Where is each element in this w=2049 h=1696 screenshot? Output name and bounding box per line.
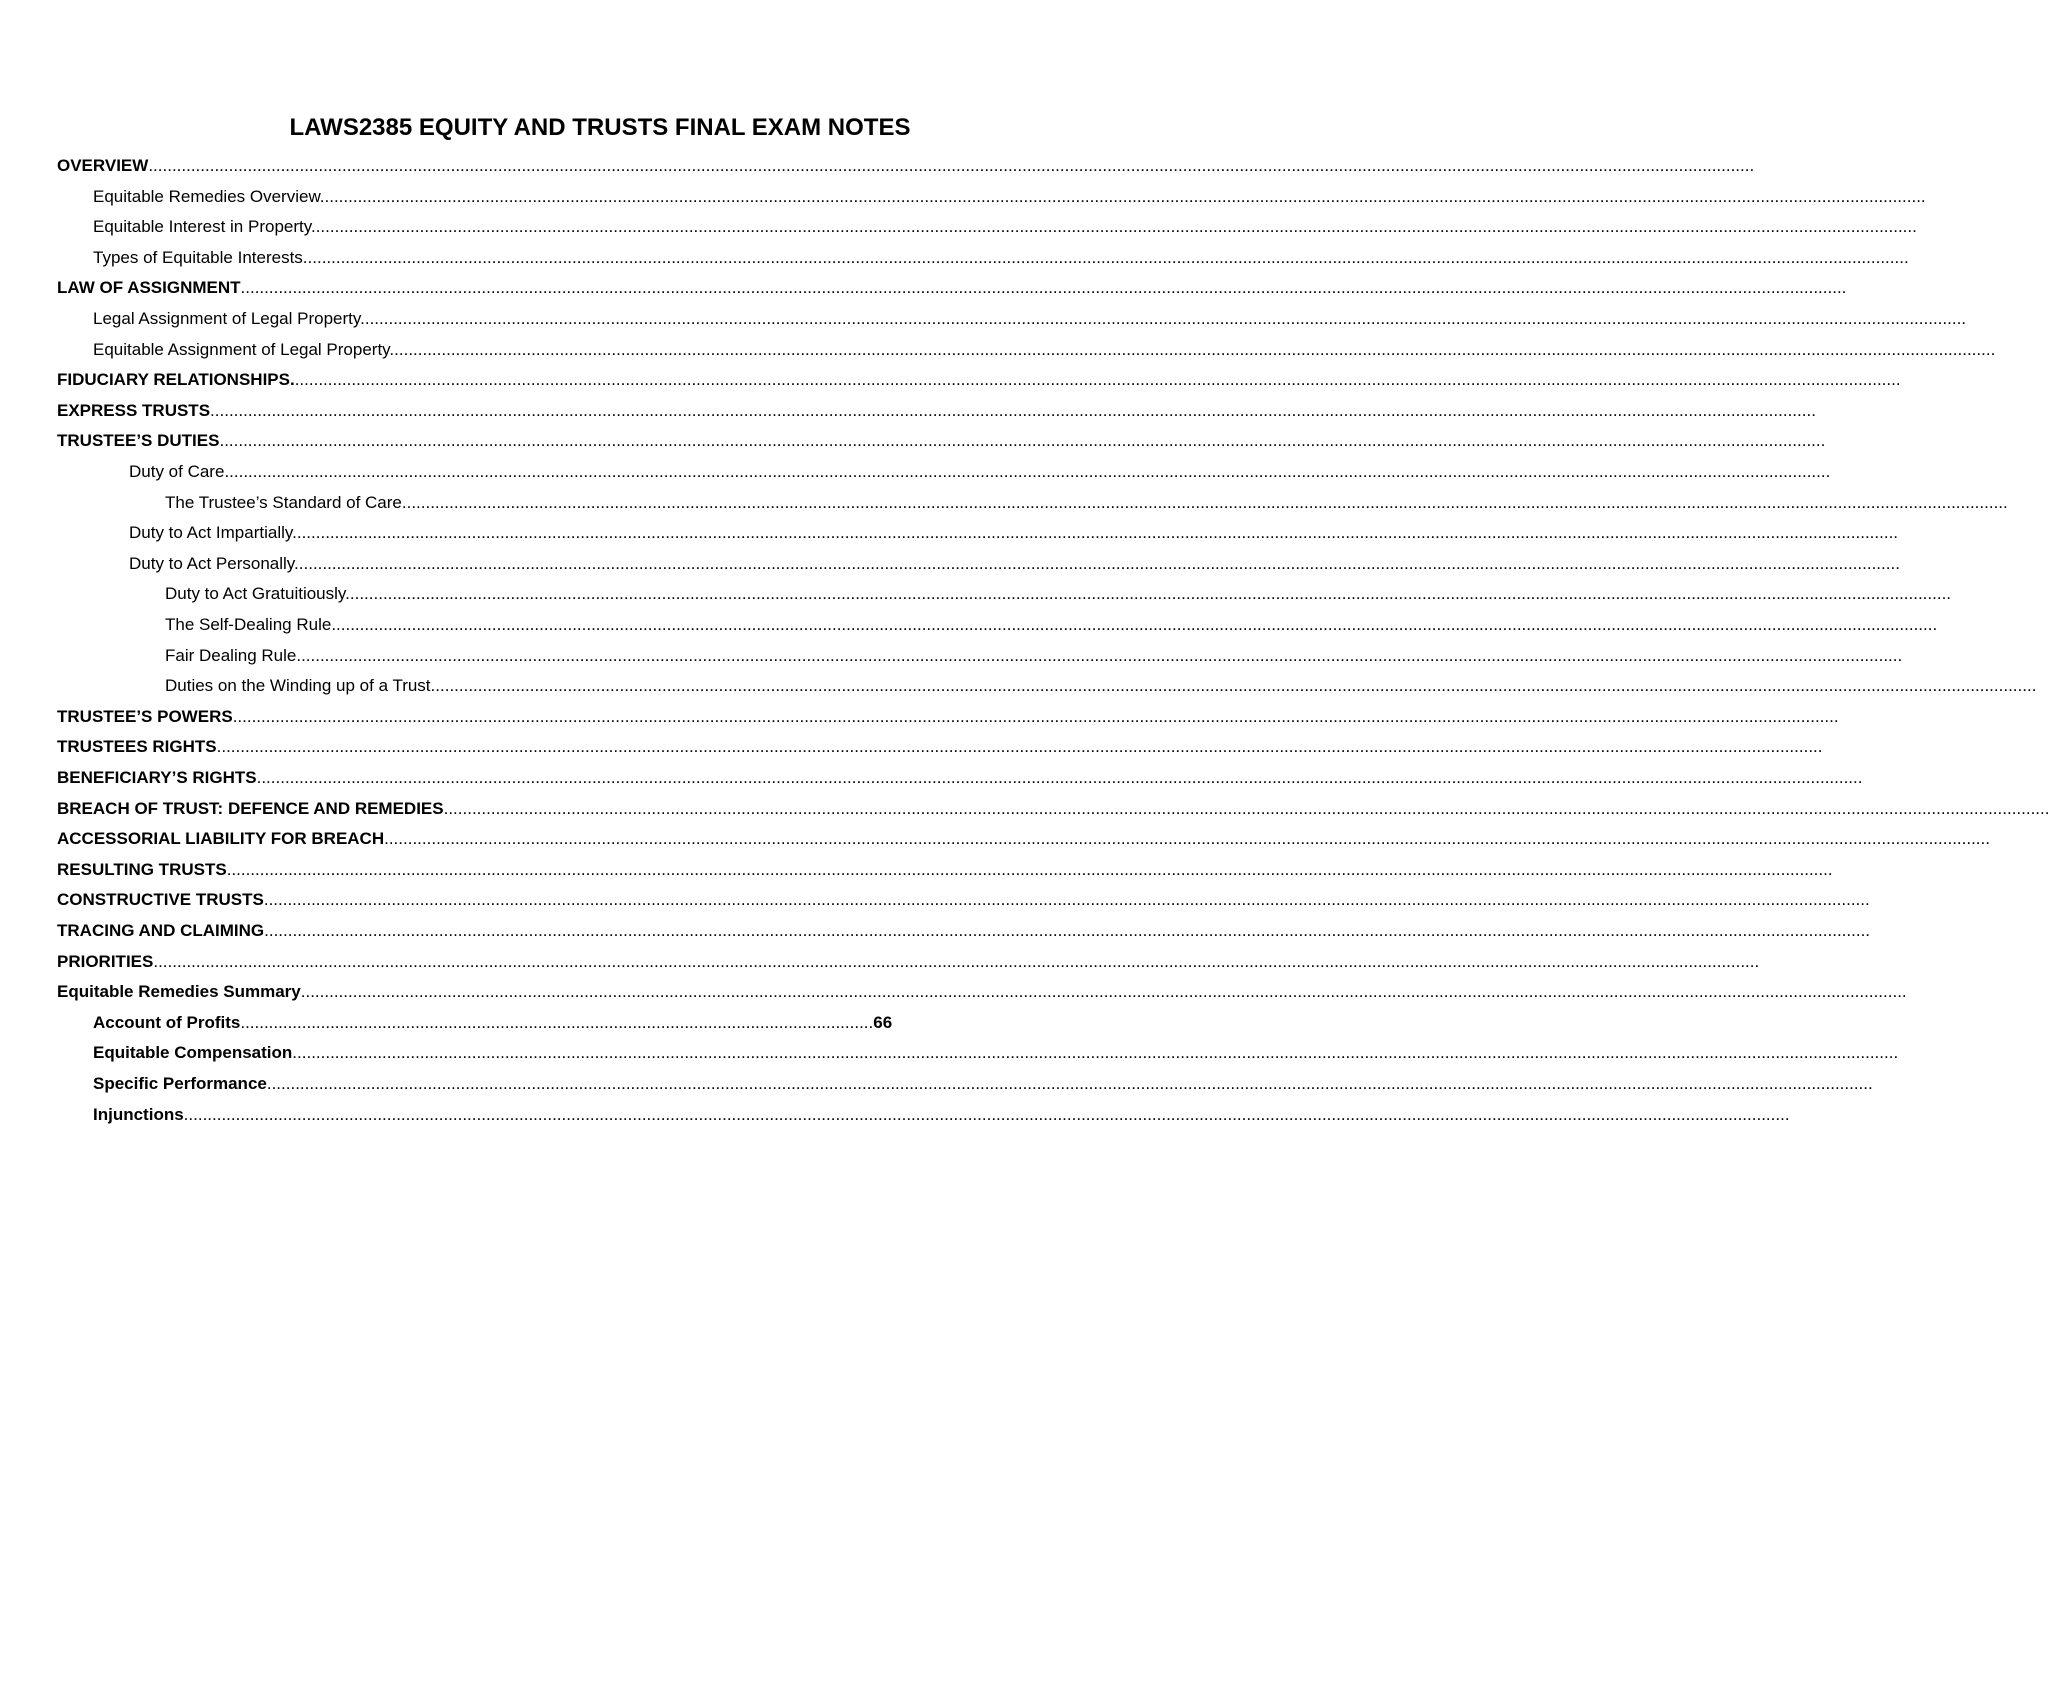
toc-entry[interactable] (0, 152, 1755, 180)
toc-dot-leader: .................................................................................................................................................................................................................................................................................................................................................... (384, 829, 1990, 848)
toc-entry[interactable] (0, 550, 1900, 578)
toc-entry-leader (93, 336, 1996, 364)
toc-entry-leader (57, 948, 1760, 976)
toc-entry-leader (129, 550, 1900, 578)
toc-entry-label: BREACH OF TRUST: DEFENCE AND REMEDIES (57, 799, 444, 818)
toc-entry-label: Duty to Act Gratuitiously (165, 584, 346, 603)
toc-dot-leader: .................................................................................................................................................................................................................................................................................................................................................... (294, 554, 1900, 573)
toc-dot-leader: .................................................................................................................................................................................................................................................................................................................................................... (224, 462, 1831, 481)
toc-entry-leader (165, 580, 1952, 608)
toc-entry-leader (57, 152, 1755, 180)
toc-entry[interactable] (0, 978, 1907, 1006)
toc-entry-label: Equitable Compensation (93, 1043, 293, 1062)
toc-entry-label: FIDUCIARY RELATIONSHIPS. (57, 370, 295, 389)
toc-entry-label: PRIORITIES (57, 952, 154, 971)
toc-entry[interactable] (0, 948, 1760, 976)
toc-entry[interactable] (0, 489, 2008, 517)
toc-entry-leader (93, 213, 1917, 241)
toc-entry-label: Specific Performance (93, 1074, 267, 1093)
toc-entry-label: Equitable Remedies Overview (93, 187, 320, 206)
toc-entry-leader (57, 366, 1901, 394)
toc-dot-leader: .................................................................................................................................................................................................................................................................................................................................................... (389, 340, 1996, 359)
toc-entry-label: TRACING AND CLAIMING (57, 921, 265, 940)
toc-entry-label: TRUSTEE’S POWERS (57, 707, 233, 726)
toc-entry-leader (57, 397, 1816, 425)
toc-dot-leader: .................................................................................................................................................................................................................................................................................................................................................... (292, 523, 1899, 542)
toc-entry-label: EXPRESS TRUSTS (57, 401, 211, 420)
toc-entry[interactable] (0, 183, 1926, 211)
toc-entry-label: CONSTRUCTIVE TRUSTS (57, 890, 264, 909)
toc-dot-leader: .................................................................................................................................................................................................................................................................................................................................................... (443, 799, 2049, 818)
toc-entry[interactable] (0, 244, 1909, 272)
toc-dot-leader: .................................................................................................................................................................................................................................................................................................................................................... (331, 615, 1938, 634)
toc-entry-label: Duties on the Winding up of a Trust (165, 676, 431, 695)
toc-entry[interactable] (0, 642, 1903, 670)
toc-entry-label: OVERVIEW (57, 156, 149, 175)
toc-entry-leader (57, 764, 1863, 792)
toc-dot-leader: .................................................................................................................................................................................................................................................................................................................................................... (401, 493, 2008, 512)
toc-dot-leader: ...................................................................................................................................... (240, 1013, 874, 1032)
toc-dot-leader: .................................................................................................................................................................................................................................................................................................................................................... (148, 156, 1755, 175)
toc-dot-leader: .................................................................................................................................................................................................................................................................................................................................................... (430, 676, 2037, 695)
toc-entry-leader (165, 672, 2037, 700)
toc-entry-leader (57, 274, 1847, 302)
toc-entry-label: Account of Profits (93, 1013, 241, 1032)
toc-entry-label: RESULTING TRUSTS (57, 860, 227, 879)
toc-dot-leader: .................................................................................................................................................................................................................................................................................................................................................... (310, 217, 1917, 236)
toc-entry[interactable] (0, 519, 1899, 547)
toc-entry-label: Duty to Act Impartially (129, 523, 293, 542)
toc-entry[interactable] (0, 336, 1996, 364)
toc-dot-leader: .................................................................................................................................................................................................................................................................................................................................................... (292, 1043, 1899, 1062)
toc-entry-label: ACCESSORIAL LIABILITY FOR BREACH (57, 829, 385, 848)
toc-entry[interactable] (0, 886, 1870, 914)
toc-entry[interactable] (0, 825, 1990, 853)
toc-entry[interactable] (0, 1070, 1873, 1098)
toc-entry[interactable] (0, 427, 1826, 455)
toc-entry-label: TRUSTEE’S DUTIES (57, 431, 220, 450)
toc-entry[interactable] (0, 213, 1917, 241)
toc-dot-leader: .................................................................................................................................................................................................................................................................................................................................................... (263, 890, 1870, 909)
toc-entry-leader (93, 1070, 1873, 1098)
toc-entry[interactable] (0, 366, 1901, 394)
toc-entry[interactable] (0, 795, 2049, 823)
toc-entry[interactable] (0, 1009, 1200, 1037)
toc-entry[interactable] (0, 733, 1823, 761)
toc-entry-leader (93, 305, 1967, 333)
table-of-contents (0, 152, 2049, 1212)
toc-entry-leader (57, 703, 1839, 731)
toc-dot-leader: .................................................................................................................................................................................................................................................................................................................................................... (296, 646, 1903, 665)
toc-entry[interactable] (0, 1101, 1790, 1129)
toc-entry[interactable] (0, 917, 1871, 945)
toc-entry-label: Equitable Assignment of Legal Property (93, 340, 390, 359)
toc-entry-label: Equitable Interest in Property (93, 217, 311, 236)
toc-entry-leader (57, 886, 1870, 914)
toc-dot-leader: .................................................................................................................................................................................................................................................................................................................................................... (153, 952, 1760, 971)
toc-entry-label: The Self-Dealing Rule (165, 615, 332, 634)
toc-entry-leader (165, 489, 2008, 517)
toc-entry-leader (93, 1039, 1899, 1067)
toc-entry-label: BENEFICIARY’S RIGHTS (57, 768, 257, 787)
toc-entry-leader (129, 458, 1831, 486)
toc-dot-leader: .................................................................................................................................................................................................................................................................................................................................................... (226, 860, 1833, 879)
toc-entry[interactable] (0, 274, 1847, 302)
toc-entry-leader (165, 642, 1903, 670)
toc-entry-leader (129, 519, 1899, 547)
toc-entry-label: Equitable Remedies Summary (57, 982, 301, 1001)
toc-entry[interactable] (0, 305, 1967, 333)
toc-dot-leader: .................................................................................................................................................................................................................................................................................................................................................... (256, 768, 1863, 787)
toc-entry-leader (93, 1101, 1790, 1129)
toc-dot-leader: .................................................................................................................................................................................................................................................................................................................................................... (300, 982, 1907, 1001)
toc-entry[interactable] (0, 580, 1952, 608)
toc-entry-label: Duty to Act Personally (129, 554, 295, 573)
toc-entry-label: Fair Dealing Rule (165, 646, 297, 665)
toc-dot-leader: .................................................................................................................................................................................................................................................................................................................................................... (232, 707, 1839, 726)
toc-dot-leader: .................................................................................................................................................................................................................................................................................................................................................... (360, 309, 1967, 328)
toc-page-number: 66 (873, 1013, 893, 1032)
toc-entry[interactable] (0, 856, 1833, 884)
toc-dot-leader: .................................................................................................................................................................................................................................................................................................................................................... (302, 248, 1909, 267)
toc-entry-leader (57, 856, 1833, 884)
toc-entry-leader (57, 795, 2049, 823)
toc-dot-leader: .................................................................................................................................................................................................................................................................................................................................................... (264, 921, 1871, 940)
toc-entry-leader (165, 611, 1938, 639)
toc-entry-label: The Trustee’s Standard of Care (165, 493, 402, 512)
toc-dot-leader: .................................................................................................................................................................................................................................................................................................................................................... (345, 584, 1952, 603)
toc-entry-label: Legal Assignment of Legal Property (93, 309, 361, 328)
toc-entry-label: Duty of Care (129, 462, 225, 481)
toc-dot-leader: .................................................................................................................................................................................................................................................................................................................................................... (183, 1105, 1790, 1124)
toc-entry-label: TRUSTEES RIGHTS (57, 737, 217, 756)
toc-entry-label: LAW OF ASSIGNMENT (57, 278, 241, 297)
toc-entry[interactable] (0, 764, 1863, 792)
toc-entry-leader (93, 183, 1926, 211)
toc-entry[interactable] (0, 672, 2037, 700)
toc-entry[interactable] (0, 1039, 1899, 1067)
toc-entry-leader (57, 917, 1871, 945)
toc-entry-label: Types of Equitable Interests (93, 248, 303, 267)
toc-entry-leader (93, 1009, 893, 1037)
toc-entry[interactable] (0, 611, 1938, 639)
toc-entry[interactable] (0, 397, 1816, 425)
toc-entry-leader (57, 825, 1990, 853)
document-title: LAWS2385 EQUITY AND TRUSTS FINAL EXAM NOTES (289, 114, 911, 141)
toc-dot-leader: .................................................................................................................................................................................................................................................................................................................................................... (216, 737, 1823, 756)
toc-entry-leader (93, 244, 1909, 272)
toc-entry[interactable] (0, 703, 1839, 731)
toc-entry[interactable] (0, 458, 1831, 486)
toc-dot-leader: .................................................................................................................................................................................................................................................................................................................................................... (240, 278, 1847, 297)
toc-entry-leader (57, 733, 1823, 761)
toc-dot-leader: .................................................................................................................................................................................................................................................................................................................................................... (210, 401, 1816, 420)
toc-entry-leader (57, 427, 1826, 455)
toc-dot-leader: .................................................................................................................................................................................................................................................................................................................................................... (266, 1074, 1873, 1093)
toc-dot-leader: .................................................................................................................................................................................................................................................................................................................................................... (219, 431, 1826, 450)
toc-dot-leader: .................................................................................................................................................................................................................................................................................................................................................... (319, 187, 1926, 206)
toc-dot-leader: .................................................................................................................................................................................................................................................................................................................................................... (294, 370, 1901, 389)
toc-entry-label: Injunctions (93, 1105, 184, 1124)
toc-entry-leader (57, 978, 1907, 1006)
